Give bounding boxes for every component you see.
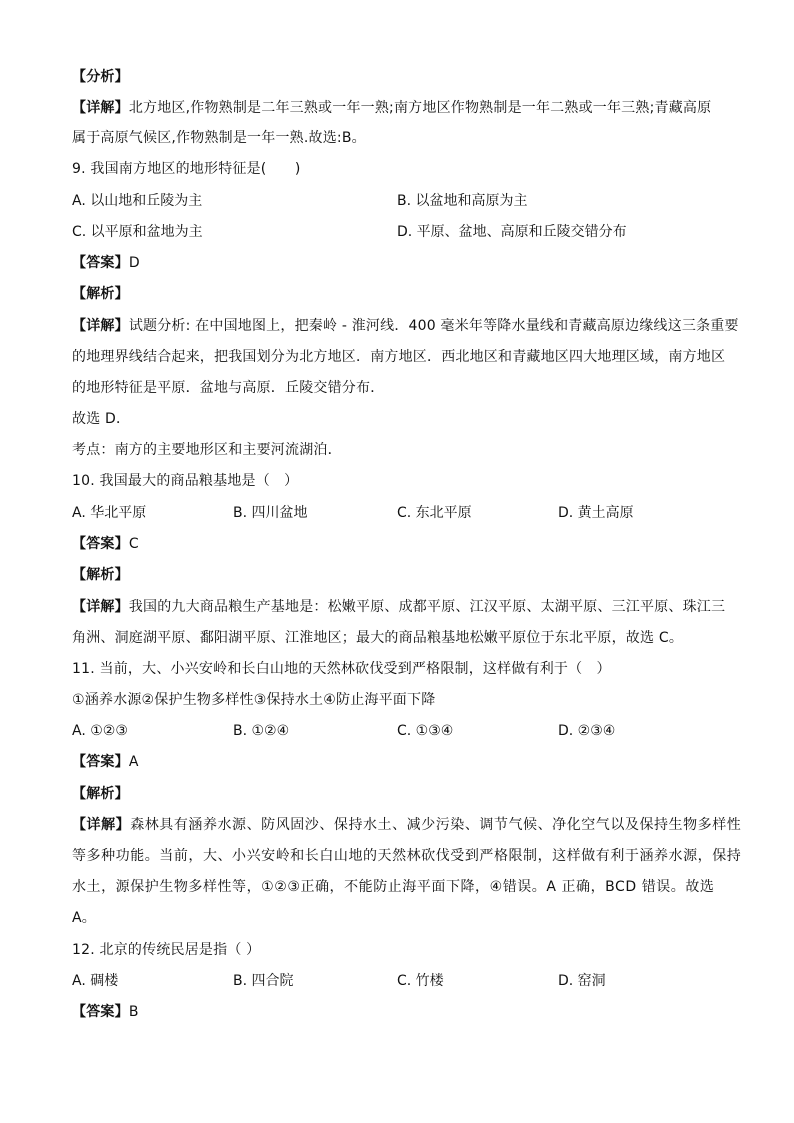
- answer-option: B. 四合院: [233, 973, 294, 989]
- text-line: [72, 784, 129, 804]
- section-tag: 【分析】: [72, 69, 129, 85]
- line-text: D: [128, 255, 140, 271]
- line-text: A: [128, 754, 139, 770]
- text-line: [72, 440, 342, 460]
- line-text: 故选 D．: [72, 411, 131, 427]
- text-line: [72, 284, 129, 304]
- answer-option: D. 窑洞: [558, 973, 606, 989]
- text-line: [72, 690, 435, 710]
- line-text: 我国的九大商品粮生产基地是：松嫩平原、成都平原、江汉平原、太湖平原、三江平原、珠江三: [128, 599, 726, 615]
- answer-option: A. 碉楼: [72, 973, 119, 989]
- text-line: [72, 1002, 139, 1022]
- text-line: [72, 565, 129, 585]
- answer-option: A. 以山地和丘陵为主: [72, 193, 203, 209]
- line-text: C: [128, 536, 139, 552]
- line-text: ①涵养水源②保护生物多样性③保持水土④防止海平面下降: [72, 692, 436, 708]
- section-tag: 【解析】: [72, 786, 129, 802]
- line-text: 9. 我国南方地区的地形特征是( ): [72, 161, 301, 177]
- section-tag: 【答案】: [72, 536, 129, 552]
- text-line: [72, 98, 711, 118]
- section-tag: 【答案】: [72, 255, 129, 271]
- answer-option: D. 黄土高原: [558, 505, 634, 521]
- text-line: [72, 378, 384, 398]
- line-text: 等多种功能。当前，大、小兴安岭和长白山地的天然林砍伐受到严格限制，这样做有利于涵养水源，保持: [72, 848, 742, 864]
- line-text: 角洲、洞庭湖平原、鄱阳湖平原、江淮地区；最大的商品粮基地松嫩平原位于东北平原，故选 C。: [72, 630, 684, 646]
- section-tag: 【解析】: [72, 567, 129, 583]
- text-line: [72, 347, 725, 367]
- text-line: [72, 908, 96, 928]
- line-text: 10. 我国最大的商品粮基地是（ ）: [72, 473, 299, 489]
- line-text: A。: [72, 910, 96, 926]
- answer-option: C. 东北平原: [397, 505, 472, 521]
- text-line: [72, 159, 301, 179]
- section-tag: 【详解】: [72, 318, 129, 334]
- answer-option: C. 以平原和盆地为主: [72, 224, 203, 240]
- text-line: [72, 940, 260, 960]
- section-tag: 【答案】: [72, 754, 129, 770]
- line-text: 水土，源保护生物多样性等，①②③正确，不能防止海平面下降，④错误。A 正确，BCD 错误。故选: [72, 879, 715, 895]
- text-line: [72, 597, 725, 617]
- line-text: 11. 当前，大、小兴安岭和长白山地的天然林砍伐受到严格限制，这样做有利于（ ）: [72, 661, 611, 677]
- line-text: 属于高原气候区,作物熟制是一年一熟.故选:B。: [72, 130, 366, 146]
- line-text: 的地形特征是平原．盆地与高原．丘陵交错分布．: [72, 380, 385, 396]
- answer-option: A. ①②③: [72, 723, 128, 739]
- text-line: [72, 409, 130, 429]
- text-line: [72, 471, 298, 491]
- text-line: [72, 659, 611, 679]
- line-text: 的地理界线结合起来，把我国划分为北方地区．南方地区．西北地区和青藏地区四大地理区域，南方地区: [72, 349, 726, 365]
- text-line: [72, 534, 139, 554]
- line-text: 试题分析: 在中国地图上，把秦岭 - 淮河线．400 毫米年等降水量线和青藏高原边缘线这三条重要: [128, 318, 739, 334]
- text-line: [72, 846, 741, 866]
- answer-option: D. ②③④: [558, 723, 616, 739]
- answer-option: C. ①③④: [397, 723, 454, 739]
- line-text: 森林具有涵养水源、防风固沙、保持水土、减少污染、调节气候、净化空气以及保持生物多样性: [130, 817, 742, 833]
- text-line: [72, 253, 140, 273]
- line-text: 北方地区,作物熟制是二年三熟或一年一熟;南方地区作物熟制是一年二熟或一年三熟;青藏高原: [128, 100, 712, 116]
- section-tag: 【解析】: [72, 286, 129, 302]
- text-line: [72, 877, 714, 897]
- text-line: [72, 628, 683, 648]
- line-text: 12. 北京的传统民居是指（ ）: [72, 942, 261, 958]
- answer-option: B. ①②④: [233, 723, 290, 739]
- answer-option: C. 竹楼: [397, 973, 444, 989]
- section-tag: 【答案】: [72, 1004, 129, 1020]
- answer-option: B. 以盆地和高原为主: [397, 193, 528, 209]
- section-tag: 【详解】: [72, 817, 131, 833]
- section-tag: 【详解】: [72, 599, 129, 615]
- text-line: [72, 316, 739, 336]
- text-line: [72, 815, 741, 835]
- line-text: B: [128, 1004, 139, 1020]
- text-line: [72, 128, 366, 148]
- answer-option: D. 平原、盆地、高原和丘陵交错分布: [397, 224, 627, 240]
- text-line: [72, 67, 129, 87]
- answer-option: B. 四川盆地: [233, 505, 308, 521]
- section-tag: 【详解】: [72, 100, 129, 116]
- answer-option: A. 华北平原: [72, 505, 147, 521]
- line-text: 考点：南方的主要地形区和主要河流湖泊．: [72, 442, 342, 458]
- text-line: [72, 752, 139, 772]
